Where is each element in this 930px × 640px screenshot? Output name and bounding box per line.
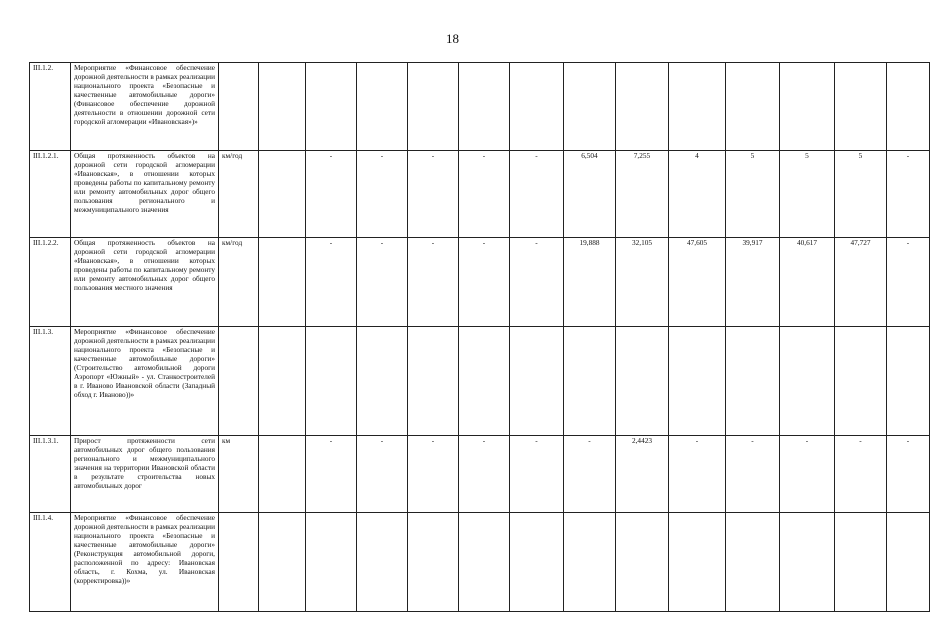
value-cell: 19,888 [564,238,616,327]
value-cell: 40,617 [780,238,835,327]
row-unit: км [219,436,259,513]
value-cell: - [726,436,780,513]
value-cell: 5 [726,151,780,238]
value-cell: - [357,238,408,327]
indicators-table [29,62,930,612]
value-cell [887,327,930,436]
value-cell [259,327,306,436]
value-cell [408,63,459,151]
row-description: Мероприятие «Финансовое обеспечение дорожной деятельности в рамках реализации национального проекта «Безопасные и качественные автомобильные дороги» (Реконструкция автомобильной дороги, расположенной по адресу: Ивановская область, г. Кохма, ул. Ивановская (корректировка))» [71,513,219,612]
value-cell [408,327,459,436]
value-cell [357,513,408,612]
value-cell [780,327,835,436]
value-cell: - [887,238,930,327]
value-cell [616,513,669,612]
row-unit [219,63,259,151]
value-cell [357,327,408,436]
value-cell [835,513,887,612]
value-cell: - [669,436,726,513]
table-row [30,436,930,513]
value-cell [616,63,669,151]
row-description: Общая протяженность объектов на дорожной сети городской агломерации «Ивановская», в отношении которых проведены работы по капитальному ремонту или ремонту автомобильных дорог общего пользования регионального и межмуниципального значения [71,151,219,238]
row-code: III.1.3. [30,327,71,436]
value-cell [357,63,408,151]
value-cell: 4 [669,151,726,238]
value-cell [408,513,459,612]
row-description: Прирост протяженности сети автомобильных дорог общего пользования регионального и межмуниципального значения на территории Ивановской области в результате строительства новых автомобильных дорог [71,436,219,513]
value-cell [259,63,306,151]
value-cell: - [357,151,408,238]
row-code: III.1.2. [30,63,71,151]
value-cell: - [408,436,459,513]
value-cell: - [510,436,564,513]
value-cell [887,63,930,151]
value-cell: - [459,238,510,327]
table-row [30,238,930,327]
value-cell: - [459,151,510,238]
table-row [30,513,930,612]
value-cell: 2,4423 [616,436,669,513]
value-cell [306,63,357,151]
value-cell: - [357,436,408,513]
value-cell [887,513,930,612]
table-body [30,63,930,612]
value-cell [564,63,616,151]
value-cell: - [835,436,887,513]
row-code: III.1.2.1. [30,151,71,238]
value-cell [669,63,726,151]
page-number: 18 [446,31,459,46]
row-code: III.1.3.1. [30,436,71,513]
value-cell [564,327,616,436]
value-cell: - [510,238,564,327]
row-description: Мероприятие «Финансовое обеспечение дорожной деятельности в рамках реализации национального проекта «Безопасные и качественные автомобильные дороги» (Строительство автомобильной дороги Аэропорт «Южный» - ул. Станкостроителей в г. Иваново Ивановской области (Западный обход г. Иваново))» [71,327,219,436]
value-cell [459,327,510,436]
row-code: III.1.4. [30,513,71,612]
value-cell [669,513,726,612]
value-cell [510,513,564,612]
value-cell: - [408,238,459,327]
value-cell [259,151,306,238]
value-cell [726,63,780,151]
value-cell [259,513,306,612]
value-cell: - [887,151,930,238]
value-cell [459,63,510,151]
value-cell: - [459,436,510,513]
value-cell: - [780,436,835,513]
value-cell [306,513,357,612]
value-cell: 6,504 [564,151,616,238]
value-cell [835,63,887,151]
value-cell [306,327,357,436]
value-cell [835,327,887,436]
value-cell: - [564,436,616,513]
value-cell [726,327,780,436]
value-cell [510,63,564,151]
value-cell [510,327,564,436]
row-description: Общая протяженность объектов на дорожной сети городской агломерации «Ивановская», в отношении которых проведены работы по капитальному ремонту или ремонту автомобильных дорог общего пользования местного значения [71,238,219,327]
value-cell: 7,255 [616,151,669,238]
value-cell: 5 [835,151,887,238]
value-cell: 39,917 [726,238,780,327]
value-cell: - [306,436,357,513]
row-code: III.1.2.2. [30,238,71,327]
table-row [30,63,930,151]
value-cell: - [510,151,564,238]
table-row [30,327,930,436]
value-cell: 47,605 [669,238,726,327]
row-unit: км/год [219,151,259,238]
value-cell [616,327,669,436]
value-cell: - [887,436,930,513]
row-unit [219,327,259,436]
value-cell: - [306,151,357,238]
row-description: Мероприятие «Финансовое обеспечение дорожной деятельности в рамках реализации национального проекта «Безопасные и качественные автомобильные дороги» (Финансовое обеспечение дорожной деятельности в отношении дорожной сети городской агломерации «Ивановская»)» [71,63,219,151]
value-cell [726,513,780,612]
row-unit [219,513,259,612]
row-unit: км/год [219,238,259,327]
value-cell: 47,727 [835,238,887,327]
table-row [30,151,930,238]
value-cell: - [408,151,459,238]
value-cell [259,436,306,513]
value-cell: - [306,238,357,327]
value-cell: 5 [780,151,835,238]
value-cell [780,513,835,612]
value-cell [564,513,616,612]
value-cell: 32,105 [616,238,669,327]
value-cell [780,63,835,151]
value-cell [669,327,726,436]
value-cell [459,513,510,612]
value-cell [259,238,306,327]
